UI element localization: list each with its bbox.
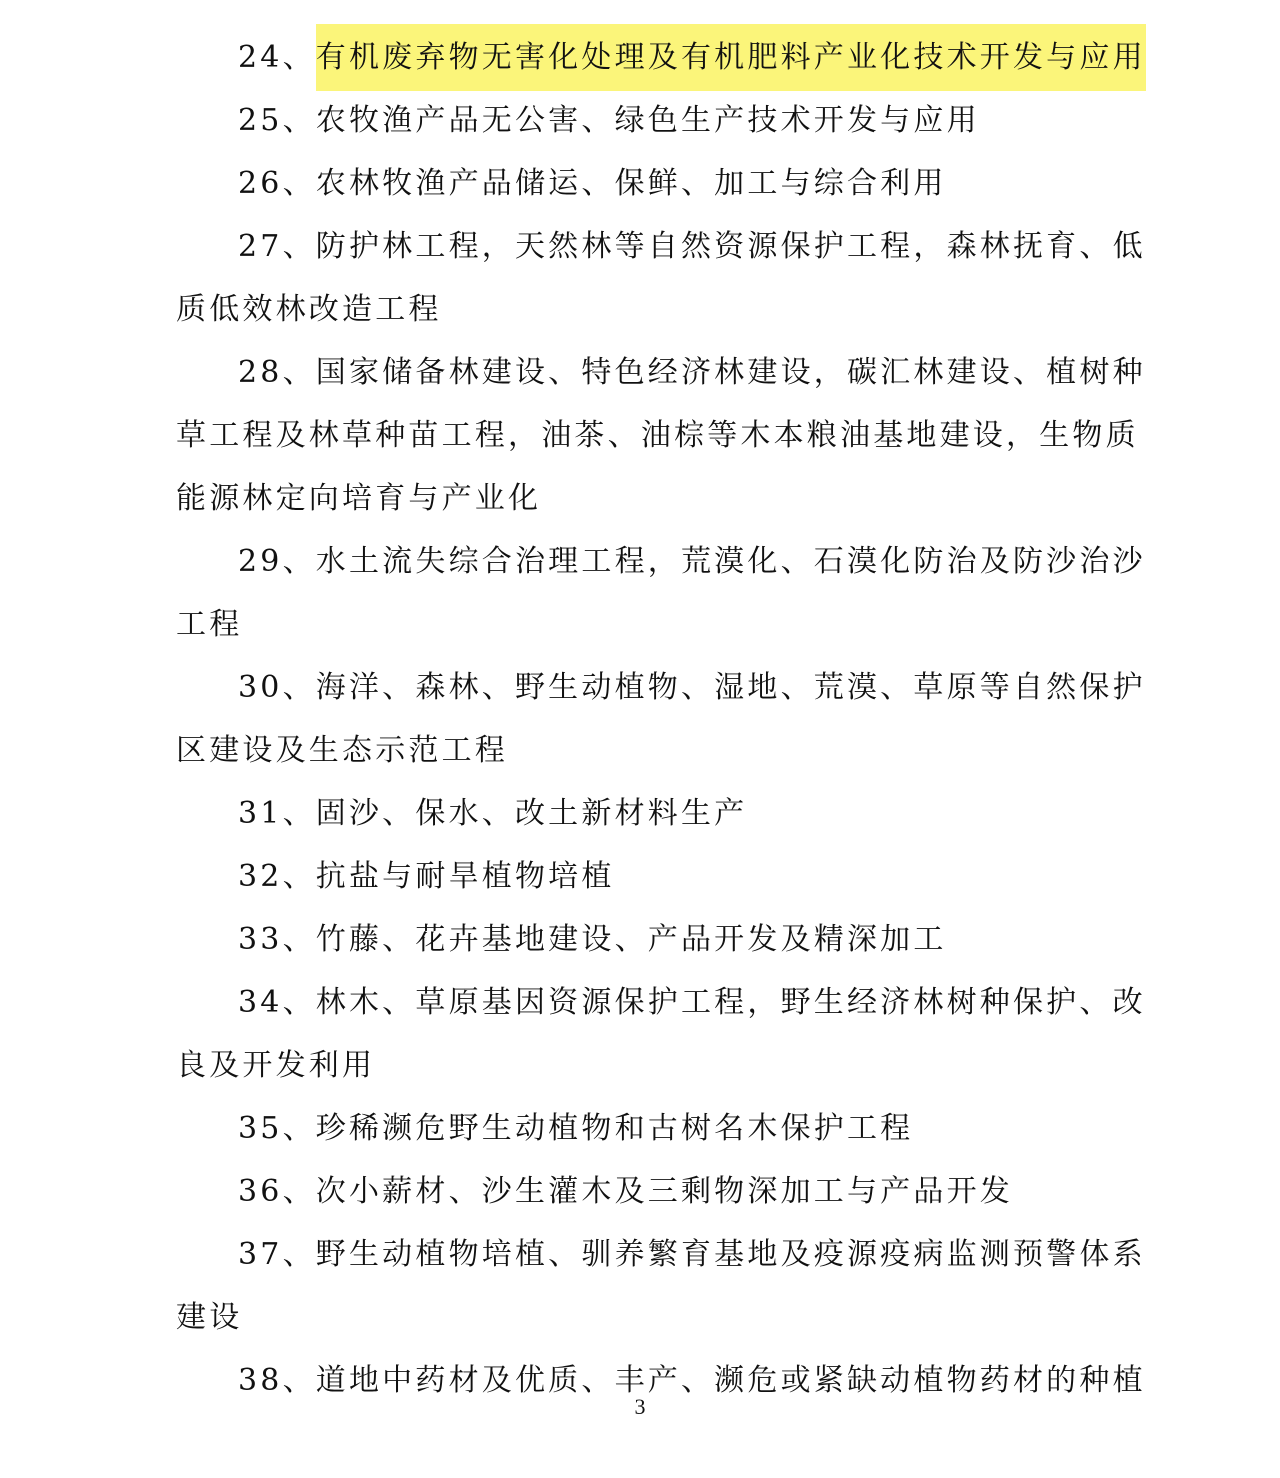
item-first-line	[176, 1223, 1146, 1286]
list-item	[176, 971, 1146, 1097]
item-first-line	[176, 656, 1146, 719]
item-continuation-line	[176, 404, 1139, 467]
item-continuation-line	[176, 719, 1104, 782]
list-item	[176, 26, 1146, 89]
item-first-line	[176, 845, 1104, 908]
item-text: 野生动植物培植、驯养繁育基地及疫源疫病监测预警体系	[315, 1237, 1146, 1272]
item-number: 30、	[238, 670, 316, 705]
item-number: 25、	[238, 103, 316, 138]
item-number: 36、	[238, 1174, 316, 1209]
item-first-line	[176, 215, 1146, 278]
item-number: 24、	[238, 40, 316, 75]
list-item	[176, 1097, 1104, 1160]
item-text: 农牧渔产品无公害、绿色生产技术开发与应用	[315, 103, 980, 138]
item-text: 有机废弃物无害化处理及有机肥料产业化技术开发与应用	[316, 24, 1146, 91]
item-number: 35、	[238, 1111, 316, 1146]
item-number: 29、	[238, 544, 316, 579]
list-item	[176, 530, 1146, 656]
item-first-line	[176, 908, 1104, 971]
item-text: 农林牧渔产品储运、保鲜、加工与综合利用	[315, 166, 947, 201]
item-text: 海洋、森林、野生动植物、湿地、荒漠、草原等自然保护	[315, 670, 1146, 705]
item-number: 34、	[238, 985, 316, 1020]
item-first-line	[176, 89, 1104, 152]
item-first-line	[176, 1097, 1104, 1160]
item-text: 道地中药材及优质、丰产、濒危或紧缺动植物药材的种植	[315, 1363, 1146, 1398]
list-item	[176, 845, 1104, 908]
list-content	[176, 26, 1146, 1412]
list-item	[176, 341, 1146, 530]
item-text: 草工程及林草种苗工程，油茶、油棕等木本粮油基地建设，生物质	[176, 418, 1139, 453]
item-number: 38、	[238, 1363, 316, 1398]
list-item	[176, 1160, 1104, 1223]
list-item	[176, 215, 1146, 341]
item-first-line	[176, 341, 1146, 404]
item-text: 防护林工程，天然林等自然资源保护工程，森林抚育、低	[315, 229, 1146, 264]
item-text: 次小薪材、沙生灌木及三剩物深加工与产品开发	[315, 1174, 1013, 1209]
item-number: 37、	[238, 1237, 316, 1272]
item-first-line	[176, 152, 1104, 215]
item-text: 竹藤、花卉基地建设、产品开发及精深加工	[315, 922, 947, 957]
item-text: 区建设及生态示范工程	[176, 733, 508, 768]
item-number: 32、	[238, 859, 316, 894]
item-continuation-line	[176, 1034, 1104, 1097]
list-item	[176, 908, 1104, 971]
list-item	[176, 656, 1146, 782]
item-text: 抗盐与耐旱植物培植	[315, 859, 615, 894]
item-text: 固沙、保水、改土新材料生产	[315, 796, 748, 831]
item-text: 良及开发利用	[176, 1048, 376, 1083]
item-text: 林木、草原基因资源保护工程，野生经济林树种保护、改	[315, 985, 1146, 1020]
item-text: 工程	[176, 607, 243, 642]
item-continuation-line	[176, 278, 1104, 341]
item-first-line	[176, 530, 1146, 593]
page-number: 3	[634, 1394, 646, 1419]
item-continuation-line	[176, 1286, 1104, 1349]
item-continuation-line	[176, 593, 1104, 656]
item-number: 33、	[238, 922, 316, 957]
list-item	[176, 782, 1104, 845]
item-number: 28、	[238, 355, 316, 390]
item-first-line	[176, 26, 1146, 89]
list-item	[176, 152, 1104, 215]
item-first-line	[176, 971, 1146, 1034]
item-first-line	[176, 1160, 1104, 1223]
list-item	[176, 89, 1104, 152]
item-number: 27、	[238, 229, 316, 264]
item-text: 建设	[176, 1300, 243, 1335]
item-number: 26、	[238, 166, 316, 201]
item-number: 31、	[238, 796, 316, 831]
item-text: 水土流失综合治理工程，荒漠化、石漠化防治及防沙治沙	[315, 544, 1146, 579]
item-first-line	[176, 782, 1104, 845]
item-text: 能源林定向培育与产业化	[176, 481, 542, 516]
item-text: 质低效林改造工程	[176, 292, 442, 327]
item-text: 珍稀濒危野生动植物和古树名木保护工程	[315, 1111, 914, 1146]
item-text: 国家储备林建设、特色经济林建设，碳汇林建设、植树种	[315, 355, 1146, 390]
list-item	[176, 1223, 1146, 1349]
item-continuation-line	[176, 467, 1104, 530]
